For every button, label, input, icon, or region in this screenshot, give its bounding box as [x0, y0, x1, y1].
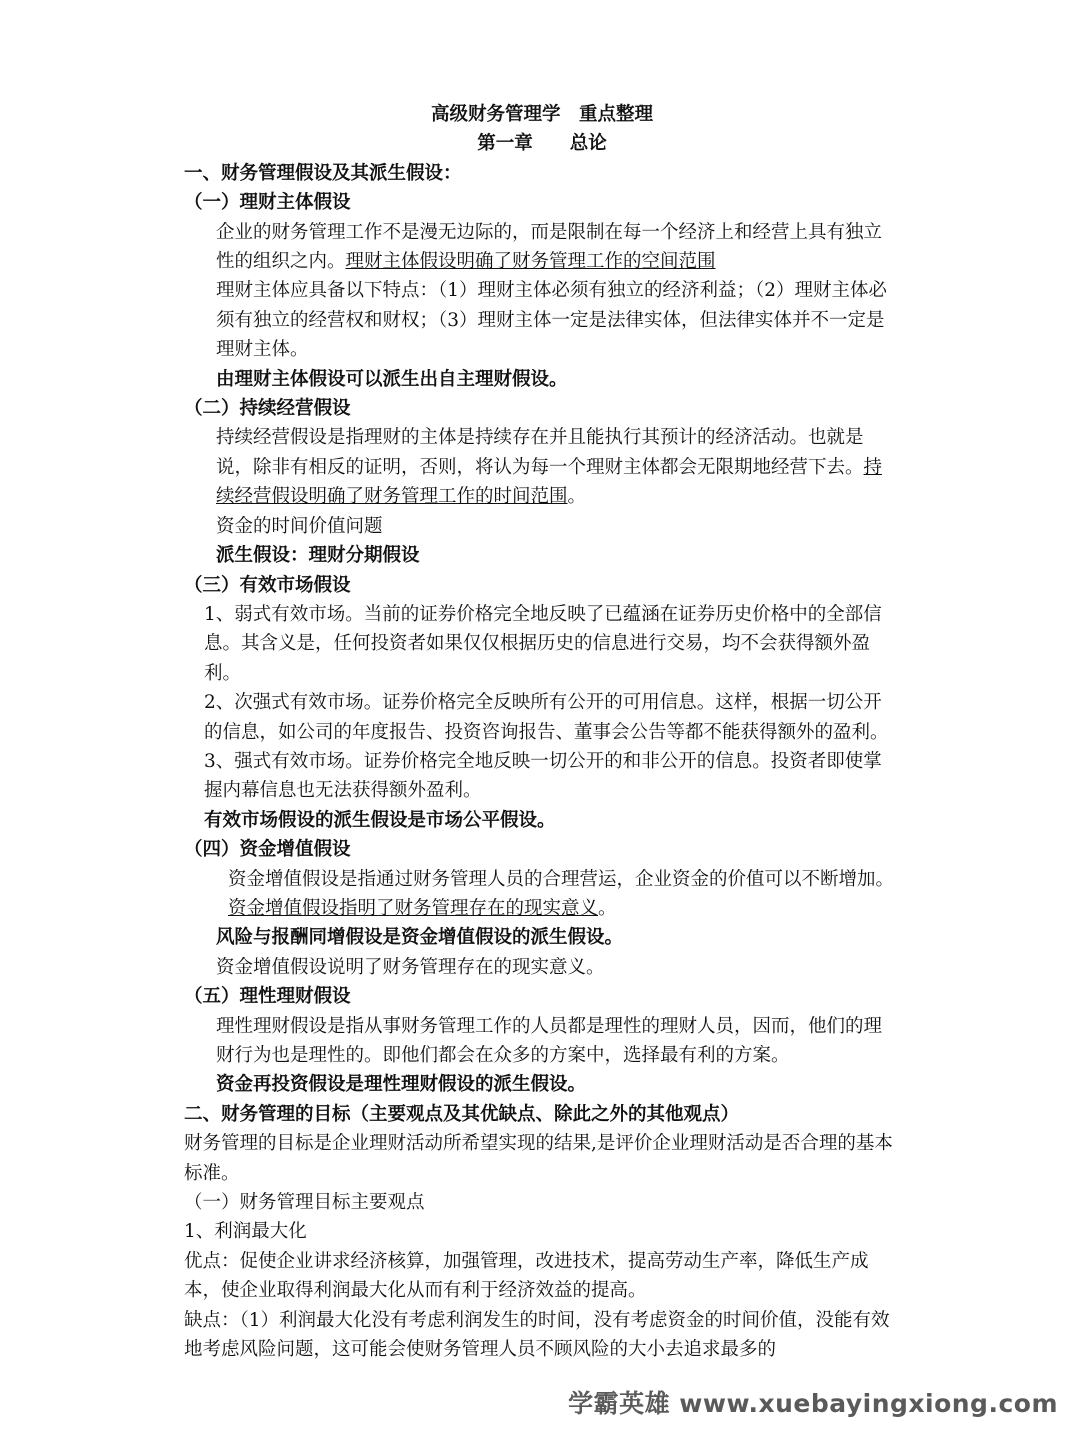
chapter-title: 第一章 总论 [477, 133, 607, 155]
paragraph: 财务管理的目标是企业理财活动所希望实现的结果,是评价企业理财活动是否合理的基本标准。 [184, 1133, 893, 1184]
paragraph: 2、次强式有效市场。证券价格完全反映所有公开的可用信息。这样，根据一切公开的信息，如公司的年度报告、投资咨询报告、董事会公告等都不能获得额外的盈利。 [204, 692, 889, 743]
bold-paragraph: 由理财主体假设可以派生出自主理财假设。 [216, 368, 568, 390]
subsection-heading: （二）持续经营假设 [184, 398, 351, 420]
subsection-heading: （三）有效市场假设 [184, 574, 351, 596]
bold-paragraph: 有效市场假设的派生假设是市场公平假设。 [204, 809, 556, 831]
paragraph: 持续经营假设是指理财的主体是持续存在并且能执行其预计的经济活动。也就是说，除非有相反的证明，否则，将认为每一个理财主体都会无限期地经营下去。持续经营假设明确了财务管理工作的时间范围。 [216, 427, 883, 508]
bold-paragraph: 派生假设：理财分期假设 [216, 545, 420, 567]
paragraph: 3、强式有效市场。证券价格完全地反映一切公开的和非公开的信息。投资者即使掌握内幕信息也无法获得额外盈利。 [204, 750, 882, 802]
list-item: 1、利润最大化 [184, 1221, 307, 1243]
underlined-text: 理财主体假设明确了财务管理工作的空间范围 [345, 251, 716, 273]
paragraph: 缺点：（1）利润最大化没有考虑利润发生的时间，没有考虑资金的时间价值，没能有效地考虑风险问题，这可能会使财务管理人员不顾风险的大小去追求最多的 [184, 1309, 890, 1361]
underlined-text: 资金增值假设指明了财务管理存在的现实意义 [228, 897, 599, 919]
paragraph: 企业的财务管理工作不是漫无边际的，而是限制在每一个经济上和经营上具有独立性的组织之内。理财主体假设明确了财务管理工作的空间范围 [216, 221, 883, 273]
subsection-heading: （一）理财主体假设 [184, 192, 351, 214]
underlined-text: 持续经营假设明确了财务管理工作的时间范围 [216, 456, 883, 508]
paragraph: 优点：促使企业讲求经济核算，加强管理，改进技术，提高劳动生产率，降低生产成本，使企业取得利润最大化从而有利于经济效益的提高。 [184, 1250, 869, 1302]
subsection-heading: （四）资金增值假设 [184, 839, 351, 861]
document-body [184, 100, 900, 1364]
paragraph: 资金增值假设说明了财务管理存在的现实意义。 [216, 956, 605, 978]
document-title: 高级财务管理学 重点整理 [430, 104, 653, 125]
paragraph: 理性理财假设是指从事财务管理工作的人员都是理性的理财人员，因而，他们的理财行为也是理性的。即他们都会在众多的方案中，选择最有利的方案。 [216, 1015, 883, 1066]
paragraph: 资金增值假设是指通过财务管理人员的合理营运，企业资金的价值可以不断增加。资金增值假设指明了财务管理存在的现实意义。 [228, 868, 895, 919]
footer-watermark: 学霸英雄 www.xuebayingxiong.com [568, 1389, 1058, 1418]
paragraph: 1、弱式有效市场。当前的证券价格完全地反映了已蕴涵在证券历史价格中的全部信息。其含义是，任何投资者如果仅仅根据历史的信息进行交易，均不会获得额外盈利。 [204, 603, 882, 684]
subsection-heading: （一）财务管理目标主要观点 [184, 1192, 425, 1214]
section-heading: 一、财务管理假设及其派生假设： [184, 162, 462, 184]
section-heading: 二、财务管理的目标（主要观点及其优缺点、除此之外的其他观点） [184, 1103, 740, 1125]
bold-paragraph: 风险与报酬同增假设是资金增值假设的派生假设。 [216, 927, 624, 949]
subsection-heading: （五）理性理财假设 [184, 986, 351, 1008]
paragraph: 理财主体应具备以下特点：（1）理财主体必须有独立的经济利益；（2）理财主体必须有独立的经营权和财权；（3）理财主体一定是法律实体，但法律实体并不一定是理财主体。 [216, 280, 888, 361]
paragraph: 资金的时间价值问题 [216, 515, 383, 537]
bold-paragraph: 资金再投资假设是理性理财假设的派生假设。 [216, 1074, 587, 1096]
